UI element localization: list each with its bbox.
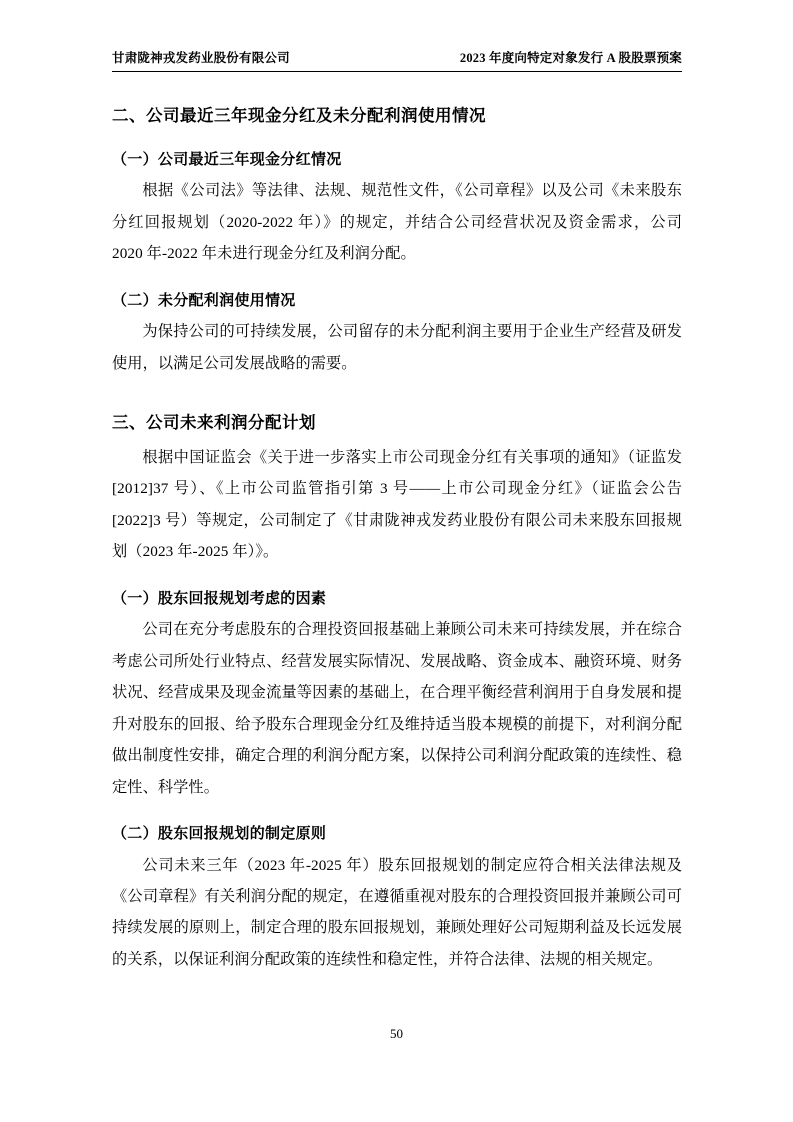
page-content <box>112 48 682 977</box>
subsection-heading-3-2: （二）股东回报规划的制定原则 <box>112 826 327 843</box>
paragraph-2-1: 根据《公司法》等法律、法规、规范性文件，《公司章程》以及公司《未来股东分红回报规划（2020-2022 年）》的规定，并结合公司经营状况及资金需求，公司 2020 年-2022 年未进行现金分红及利润分配。 <box>112 182 682 263</box>
subsection-heading-2-2: （二）未分配利润使用情况 <box>112 292 296 309</box>
paragraph-3: 根据中国证监会《关于进一步落实上市公司现金分红有关事项的通知》（证监发[2012]37 号）、《上市公司监管指引第 3 号——上市公司现金分红》（证监会公告[2022]3 号）等规定，公司制定了《甘肃陇神戎发药业股份有限公司未来股东回报规划（2023 年-2025 年）》。 <box>112 448 682 561</box>
page-number: 50 <box>390 1026 403 1041</box>
paragraph-3-1: 公司在充分考虑股东的合理投资回报基础上兼顾公司未来可持续发展，并在综合考虑公司所处行业特点、经营发展实际情况、发展战略、资金成本、融资环境、财务状况、经营成果及现金流量等因素的基础上，在合理平衡经营利润用于自身发展和提升对股东的回报、给予股东合理现金分红及维持适当股本规模的前提下，对利润分配做出制度性安排，确定合理的利润分配方案，以保持公司利润分配政策的连续性、稳定性、科学性。 <box>112 621 682 796</box>
section-heading-2: 二、公司最近三年现金分红及未分配利润使用情况 <box>112 106 486 125</box>
paragraph-2-2: 为保持公司的可持续发展，公司留存的未分配利润主要用于企业生产经营及研发使用，以满足公司发展战略的需要。 <box>112 323 682 372</box>
header-document-title: 2023 年度向特定对象发行 A 股股票预案 <box>459 51 682 65</box>
page-header <box>112 48 682 72</box>
header-company-name: 甘肃陇神戎发药业股份有限公司 <box>112 51 290 65</box>
section-heading-3: 三、公司未来利润分配计划 <box>112 413 316 433</box>
subsection-heading-3-1: （一）股东回报规划考虑的因素 <box>112 590 327 607</box>
paragraph-3-2: 公司未来三年（2023 年-2025 年）股东回报规划的制定应符合相关法律法规及《公司章程》有关利润分配的规定，在遵循重视对股东的合理投资回报并兼顾公司可持续发展的原则上，制定合理的股东回报规划，兼顾处理好公司短期利益及长远发展的关系，以保证利润分配政策的连续性和稳定性，并符合法律、法规的相关规定。 <box>112 856 682 968</box>
subsection-heading-2-1: （一）公司最近三年现金分红情况 <box>112 151 342 168</box>
